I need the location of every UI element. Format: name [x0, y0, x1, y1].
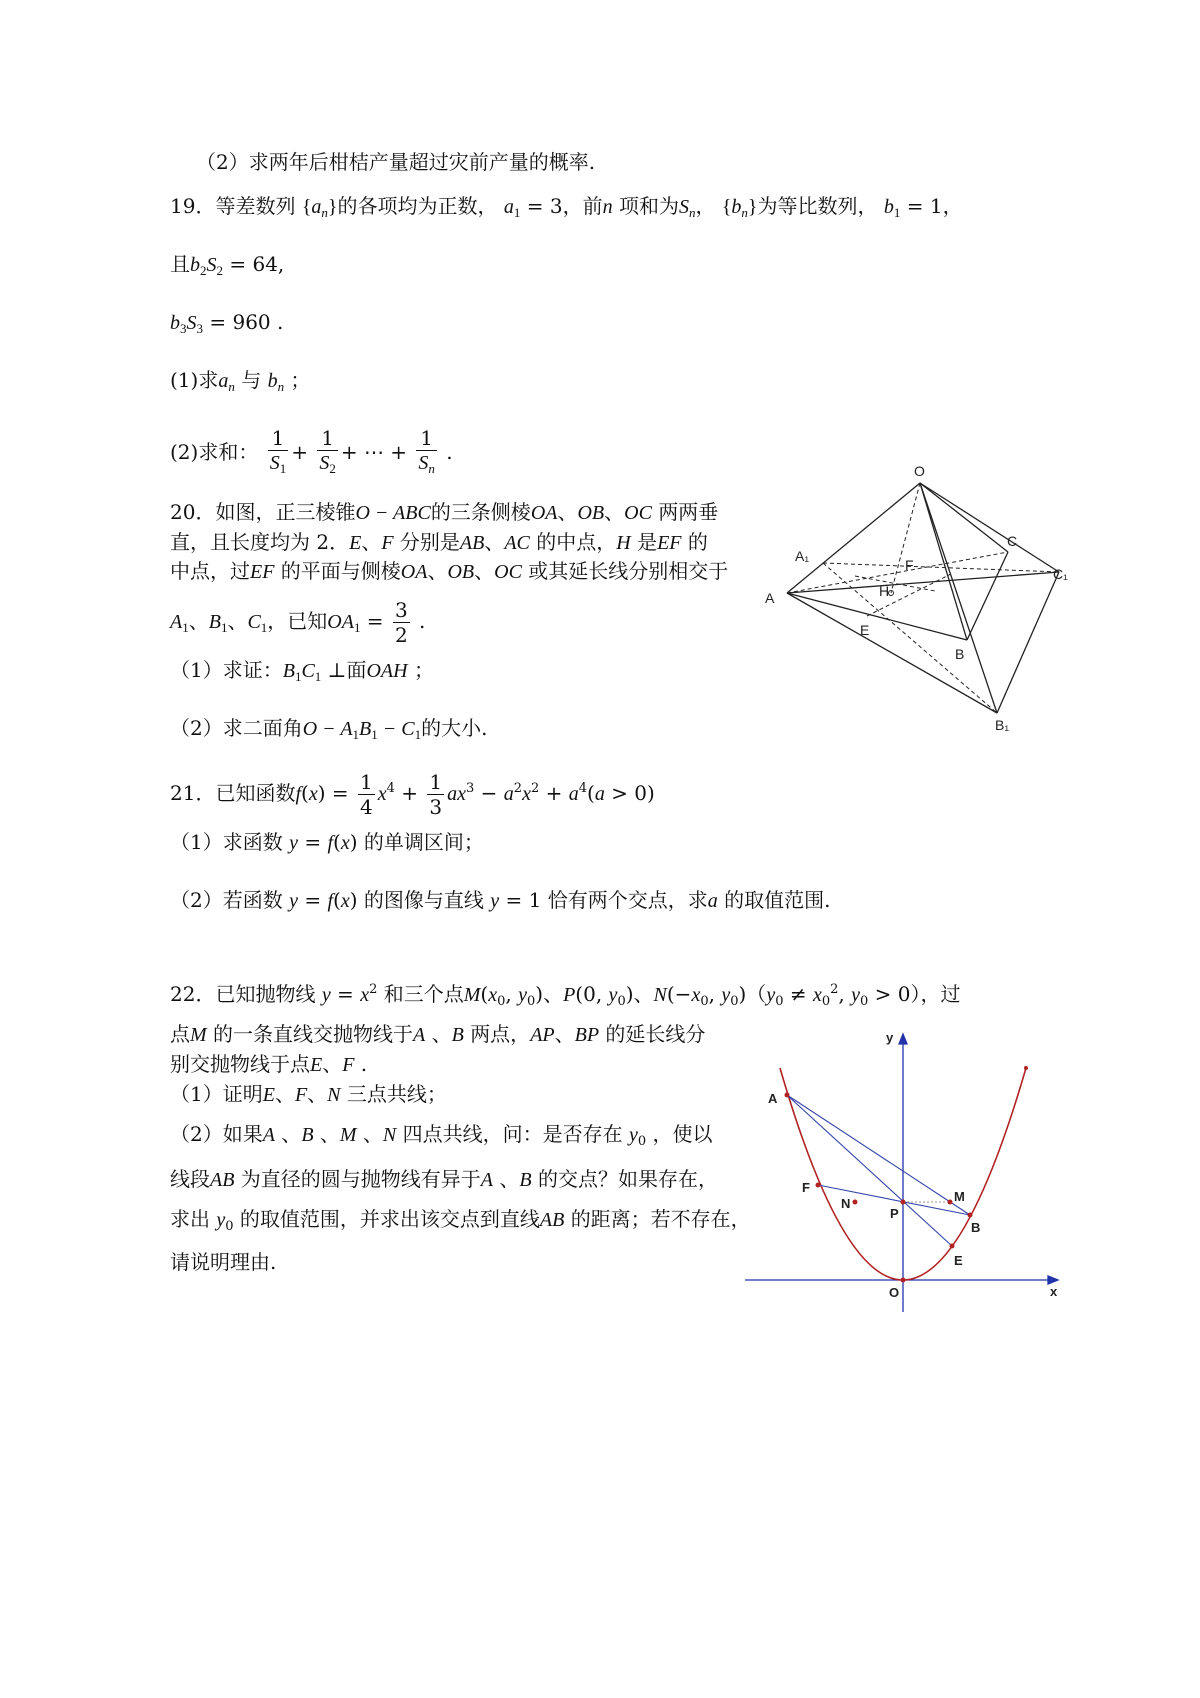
- pyramid-label-C1: C₁: [1053, 566, 1068, 582]
- label-A: A: [768, 1091, 778, 1106]
- q19-condition1: 且$b_2S_2 = 64$,: [170, 252, 285, 278]
- q22-part2: （2）如果A 、B 、M 、N 四点共线，问：是否存在 $y_0$ ，使以: [170, 1122, 713, 1149]
- label-N: N: [841, 1196, 851, 1211]
- q20-line4: $A_1$、$B_1$、$C_1$，已知$OA_1$ = $\frac{3}{2}$ .: [170, 598, 426, 647]
- q20-part2: （2）求二面角$O - A_1B_1 - C_1$的大小.: [170, 716, 488, 742]
- label-M: M: [954, 1189, 965, 1204]
- pyramid-label-A1: A₁: [795, 548, 810, 564]
- q22-line3: 别交抛物线于点E、F .: [170, 1052, 368, 1076]
- axis-label-y: y: [886, 1030, 894, 1045]
- q22-line6: 线段AB 为直径的圆与抛物线有异于A 、B 的交点？如果存在，: [170, 1167, 718, 1191]
- q22-part1: （1）证明E、F、N 三点共线；: [170, 1082, 447, 1106]
- axis-label-x: x: [1050, 1284, 1058, 1299]
- label-B: B: [971, 1220, 981, 1235]
- pyramid-label-H: H: [879, 583, 890, 599]
- pyramid-figure: [755, 458, 1095, 733]
- q22-line2: 点M 的一条直线交抛物线于A 、B 两点，AP、BP 的延长线分: [170, 1022, 706, 1046]
- pyramid-label-C: C: [1007, 533, 1018, 549]
- q20-line3: 中点，过EF 的平面与侧棱OA、OB、OC 或其延长线分别相交于: [170, 559, 729, 583]
- pyramid-label-F: F: [905, 557, 914, 573]
- q19-part2: (2)求和： $\frac{1}{S_1}$ + $\frac{1}{S_2}$ + ⋯ + $\frac{1}{S_n}$ .: [170, 426, 453, 481]
- pyramid-label-E: E: [860, 622, 870, 638]
- label-E: E: [954, 1253, 963, 1268]
- q19-line1: 19．等差数列 $\{a_n\}$的各项均为正数， $a_1 = 3$，前n 项和为$S_n$， $\{b_n\}$为等比数列， $b_1 = 1$，: [170, 194, 963, 220]
- pyramid-label-A: A: [765, 590, 775, 606]
- q20-line2: 直，且长度均为 2．E、F 分别是AB、AC 的中点，H 是EF 的: [170, 530, 708, 554]
- q22-line1: 22．已知抛物线 $y = x^2$ 和三个点$M(x_0$, $y_0$)、P(0, $y_0$)、$N(-x_0$, $y_0)(y_0 \ne x_0^2$, $y_0 > 0$），过: [170, 982, 961, 1009]
- label-O: O: [889, 1285, 900, 1300]
- pyramid-label-B1: B₁: [995, 717, 1010, 733]
- q20-line1: 20．如图，正三棱锥O − ABC的三条侧棱OA、OB、OC 两两垂: [170, 500, 719, 524]
- pyramid-label-O: O: [914, 463, 925, 479]
- q22-line7: 求出 $y_0$ 的取值范围，并求出该交点到直线AB 的距离；若不存在，: [170, 1207, 751, 1234]
- parabola-figure: [740, 1020, 1070, 1320]
- q21-part1: （1）求函数 y = f(x) 的单调区间；: [170, 830, 484, 854]
- label-F: F: [802, 1180, 810, 1195]
- q21-line1: 21．已知函数f(x) = $\frac{1}{4}$ $x^4$ + $\frac{1}{3}$ $ax^3 - a^2x^2 + a^4(a > 0)$: [170, 770, 655, 819]
- pyramid-label-B: B: [955, 646, 965, 662]
- q19-condition2: $b_3S_3 = 960$ .: [170, 310, 284, 336]
- q19-part1: (1)求$a_n$ 与 $b_n$ ；: [170, 368, 311, 394]
- q20-part1: （1）求证：$B_1C_1$ ⊥面OAH ；: [170, 658, 434, 684]
- label-P: P: [890, 1206, 899, 1221]
- q21-part2: （2）若函数 y = f(x) 的图像与直线 y = 1 恰有两个交点，求a 的取值范围.: [170, 888, 831, 912]
- q18-part2: （2）求两年后柑桔产量超过灾前产量的概率.: [196, 150, 596, 174]
- q22-line8: 请说明理由.: [170, 1250, 277, 1274]
